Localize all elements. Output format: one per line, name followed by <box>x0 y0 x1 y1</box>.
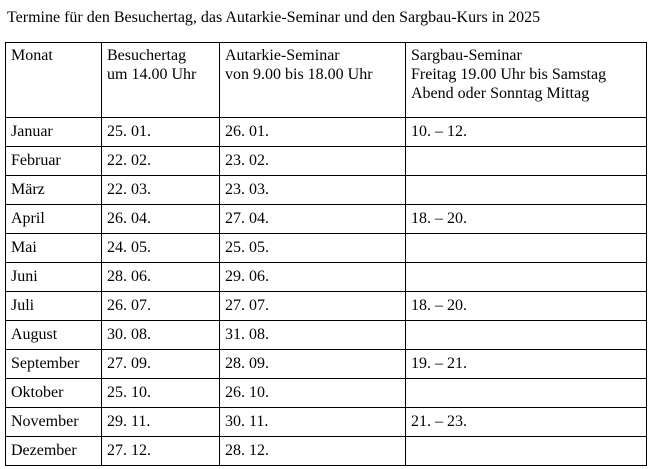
table-row <box>6 263 647 292</box>
autarkie-date-cell: 28. 09. <box>220 350 406 379</box>
table-row <box>6 437 647 466</box>
sargbau-date-cell: 18. – 20. <box>406 205 647 234</box>
table-row <box>6 350 647 379</box>
sargbau-date-cell: 21. – 23. <box>406 408 647 437</box>
besuchertag-date-cell: 27. 12. <box>102 437 220 466</box>
header-line: Monat <box>11 47 53 64</box>
besuchertag-date-cell: 22. 03. <box>102 176 220 205</box>
header-line: Sargbau-Seminar <box>411 47 522 64</box>
month-cell: März <box>6 176 102 205</box>
header-besuchertag <box>102 43 220 118</box>
month-cell: Mai <box>6 234 102 263</box>
besuchertag-date-cell: 28. 06. <box>102 263 220 292</box>
header-monat <box>6 43 102 118</box>
besuchertag-date-cell: 27. 09. <box>102 350 220 379</box>
header-row <box>6 43 647 118</box>
header-line: Abend oder Sonntag Mittag <box>411 85 590 102</box>
header-line: Autarkie-Seminar <box>225 47 340 64</box>
month-cell: Oktober <box>6 379 102 408</box>
sargbau-date-cell: 19. – 21. <box>406 350 647 379</box>
autarkie-date-cell: 30. 11. <box>220 408 406 437</box>
schedule-body <box>6 118 647 466</box>
autarkie-date-cell: 23. 02. <box>220 147 406 176</box>
autarkie-date-cell: 26. 10. <box>220 379 406 408</box>
table-row <box>6 118 647 147</box>
sargbau-date-cell <box>406 379 647 408</box>
table-row <box>6 205 647 234</box>
header-line: um 14.00 Uhr <box>107 66 197 83</box>
document-title: Termine für den Besuchertag, das Autarkie-Seminar und den Sargbau-Kurs in 2025 <box>7 9 541 26</box>
month-cell: November <box>6 408 102 437</box>
autarkie-date-cell: 23. 03. <box>220 176 406 205</box>
header-line: von 9.00 bis 18.00 Uhr <box>225 66 373 83</box>
month-cell: Januar <box>6 118 102 147</box>
besuchertag-date-cell: 25. 01. <box>102 118 220 147</box>
month-cell: September <box>6 350 102 379</box>
besuchertag-date-cell: 22. 02. <box>102 147 220 176</box>
autarkie-date-cell: 27. 07. <box>220 292 406 321</box>
sargbau-date-cell <box>406 147 647 176</box>
autarkie-date-cell: 27. 04. <box>220 205 406 234</box>
sargbau-date-cell <box>406 263 647 292</box>
month-cell: Juni <box>6 263 102 292</box>
autarkie-date-cell: 29. 06. <box>220 263 406 292</box>
header-sargbau-seminar <box>406 43 647 118</box>
autarkie-date-cell: 26. 01. <box>220 118 406 147</box>
table-row <box>6 321 647 350</box>
besuchertag-date-cell: 29. 11. <box>102 408 220 437</box>
sargbau-date-cell <box>406 176 647 205</box>
header-line: Besuchertag <box>107 47 187 64</box>
sargbau-date-cell: 18. – 20. <box>406 292 647 321</box>
sargbau-date-cell <box>406 437 647 466</box>
table-row <box>6 234 647 263</box>
month-cell: Juli <box>6 292 102 321</box>
sargbau-date-cell <box>406 321 647 350</box>
table-row <box>6 147 647 176</box>
sargbau-date-cell: 10. – 12. <box>406 118 647 147</box>
month-cell: August <box>6 321 102 350</box>
autarkie-date-cell: 31. 08. <box>220 321 406 350</box>
header-autarkie-seminar <box>220 43 406 118</box>
month-cell: April <box>6 205 102 234</box>
autarkie-date-cell: 28. 12. <box>220 437 406 466</box>
schedule-table <box>5 42 647 466</box>
table-row <box>6 408 647 437</box>
month-cell: Februar <box>6 147 102 176</box>
besuchertag-date-cell: 26. 07. <box>102 292 220 321</box>
besuchertag-date-cell: 26. 04. <box>102 205 220 234</box>
month-cell: Dezember <box>6 437 102 466</box>
besuchertag-date-cell: 30. 08. <box>102 321 220 350</box>
besuchertag-date-cell: 25. 10. <box>102 379 220 408</box>
autarkie-date-cell: 25. 05. <box>220 234 406 263</box>
sargbau-date-cell <box>406 234 647 263</box>
table-row <box>6 176 647 205</box>
table-row <box>6 292 647 321</box>
header-line: Freitag 19.00 Uhr bis Samstag <box>411 66 607 83</box>
besuchertag-date-cell: 24. 05. <box>102 234 220 263</box>
table-row <box>6 379 647 408</box>
